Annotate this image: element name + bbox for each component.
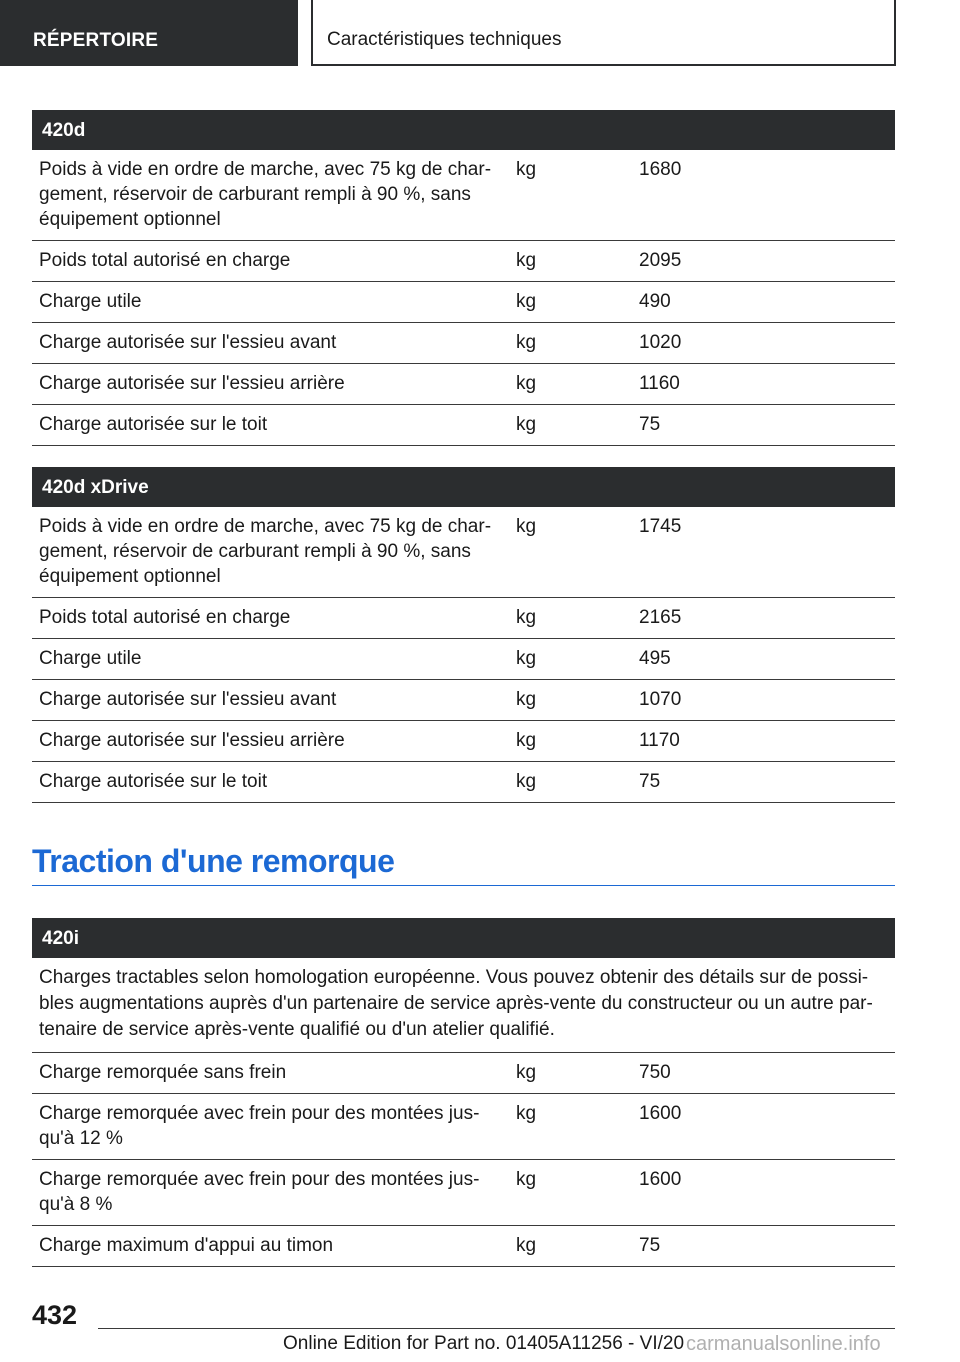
row-value: 75 (639, 1235, 661, 1256)
towing-note-text: Charges tractables selon homologation européenne. Vous pouvez obtenir des détails sur de possi- bles augmentations auprès d'un partenaire de service après-vente du constructeur ou un autre par- tenaire de service après-vente qualifié ou d'un atelier qualifié. (39, 967, 873, 1040)
table-row (32, 639, 895, 680)
row-value: 750 (639, 1062, 671, 1083)
row-unit: kg (516, 1062, 537, 1083)
row-label: Poids total autorisé en charge (39, 607, 291, 628)
row-value: 1020 (639, 332, 682, 353)
table-row (32, 1094, 895, 1160)
row-label: Charge autorisée sur l'essieu arrière (39, 730, 345, 751)
row-unit: kg (516, 250, 537, 271)
row-value: 2095 (639, 250, 682, 271)
row-unit: kg (516, 730, 537, 751)
row-unit: kg (516, 648, 537, 669)
row-label: Charge autorisée sur l'essieu avant (39, 689, 337, 710)
table-row (32, 241, 895, 282)
row-unit: kg (516, 1169, 537, 1190)
row-label: Poids total autorisé en charge (39, 250, 291, 271)
row-label: Charge maximum d'appui au timon (39, 1235, 334, 1256)
table-row (32, 282, 895, 323)
row-unit: kg (516, 1235, 537, 1256)
row-value: 490 (639, 291, 671, 312)
table-heading: 420d xDrive (32, 467, 895, 507)
row-label: Charge remorquée avec frein pour des montées jus- qu'à 12 % (39, 1103, 480, 1149)
table-row (32, 507, 895, 598)
spec-table-420d (32, 110, 895, 446)
row-value: 75 (639, 414, 661, 435)
table-row (32, 762, 895, 803)
page-number: 432 (32, 1300, 78, 1330)
watermark-text: carmanualsonline.info (686, 1333, 881, 1355)
row-unit: kg (516, 771, 537, 792)
footer-divider (98, 1328, 895, 1329)
spec-table-towing-420i (32, 918, 895, 1267)
table-row (32, 721, 895, 762)
row-label: Charge autorisée sur le toit (39, 414, 268, 435)
chapter-title: Caractéristiques techniques (311, 0, 896, 66)
row-value: 1600 (639, 1103, 682, 1124)
row-unit: kg (516, 373, 537, 394)
table-heading: 420d (32, 110, 895, 150)
row-label: Charge autorisée sur le toit (39, 771, 268, 792)
row-unit: kg (516, 689, 537, 710)
row-value: 2165 (639, 607, 682, 628)
section-title-towing: Traction d'une remorque (32, 840, 895, 886)
row-label: Charge remorquée avec frein pour des montées jus- qu'à 8 % (39, 1169, 480, 1215)
table-row (32, 598, 895, 639)
table-row (32, 680, 895, 721)
table-row (32, 1226, 895, 1267)
row-value: 1680 (639, 159, 682, 180)
row-label: Charge autorisée sur l'essieu avant (39, 332, 337, 353)
table-heading: 420i (32, 918, 895, 958)
table-row (32, 405, 895, 446)
row-label: Charge utile (39, 648, 142, 669)
row-value: 495 (639, 648, 671, 669)
table-row (32, 323, 895, 364)
row-unit: kg (516, 516, 537, 537)
row-unit: kg (516, 332, 537, 353)
row-value: 1600 (639, 1169, 682, 1190)
page-header (0, 0, 960, 66)
row-label: Charge utile (39, 291, 142, 312)
row-label: Charge remorquée sans frein (39, 1062, 287, 1083)
row-label: Poids à vide en ordre de marche, avec 75 kg de char- gement, réservoir de carburant rempli à 90 %, sans équipement optionnel (39, 516, 492, 587)
row-value: 1160 (639, 373, 680, 394)
row-value: 1070 (639, 689, 682, 710)
towing-note (32, 958, 895, 1053)
edition-text: Online Edition for Part no. 01405A11256 - VI/20 (283, 1333, 685, 1354)
row-value: 75 (639, 771, 661, 792)
table-row (32, 1160, 895, 1226)
row-unit: kg (516, 414, 537, 435)
section-tab[interactable]: RÉPERTOIRE (0, 0, 298, 66)
row-unit: kg (516, 1103, 537, 1124)
spec-table-420d-xdrive (32, 467, 895, 803)
row-value: 1170 (639, 730, 680, 751)
row-unit: kg (516, 291, 537, 312)
row-label: Charge autorisée sur l'essieu arrière (39, 373, 345, 394)
table-row (32, 364, 895, 405)
row-value: 1745 (639, 516, 682, 537)
row-unit: kg (516, 159, 537, 180)
table-row (32, 150, 895, 241)
row-unit: kg (516, 607, 537, 628)
row-label: Poids à vide en ordre de marche, avec 75 kg de char- gement, réservoir de carburant rempli à 90 %, sans équipement optionnel (39, 159, 492, 230)
table-row (32, 1053, 895, 1094)
